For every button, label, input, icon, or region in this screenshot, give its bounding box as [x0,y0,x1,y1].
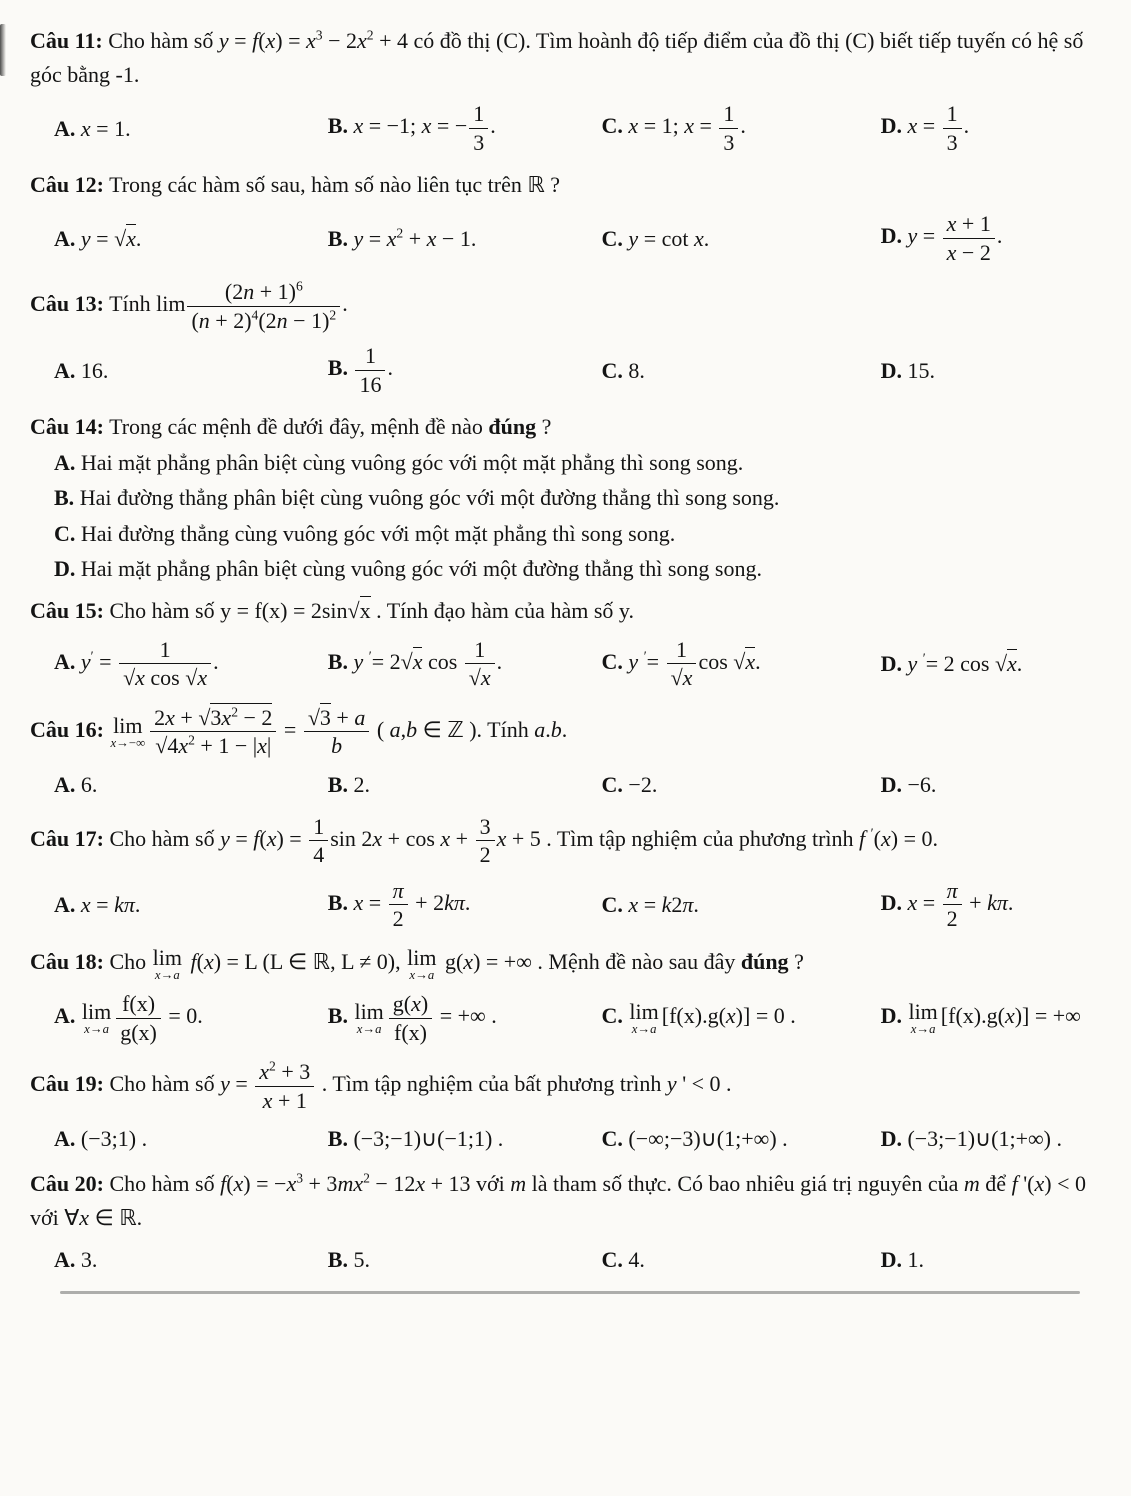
option-value: (−3;1) . [80,1126,148,1152]
option-key: C. [601,225,623,251]
question-19-option-a [54,1122,328,1155]
question-14-option-c [54,517,1107,551]
option-key: D. [880,651,902,677]
option-value: x = 1. [80,115,131,141]
question-18-option-b [328,990,602,1046]
question-12-option-a [54,222,328,255]
option-key: D. [880,113,902,139]
option-key: C. [601,113,623,139]
question-11-body: Cho hàm số $y = f(x) = x^3 - 2x^2 + 4$ có đồ thị (C). Tìm hoành độ tiếp điểm của đồ thị (C) biết tiếp tuyến có hệ số góc bằng -1. [30,27,1084,88]
option-value: lim x→a [f(x).g(x)] = +∞ [908,999,1081,1037]
question-18-option-d [881,999,1107,1036]
option-key: C. [601,1126,623,1152]
question-17-option-b [328,877,602,933]
option-value: Hai mặt phẳng phân biệt cùng vuông góc với một đường thẳng thì song song. [80,555,762,581]
question-20-body: Cho hàm số $f(x) = -x^3 + 3mx^2 - 12x + 13$ với m là tham số thực. Có bao nhiêu giá trị nguyên của m để f '(x) < 0 với ∀x ∈ ℝ. [30,1170,1086,1231]
option-key: A. [54,357,76,383]
question-15-option-c [602,636,881,692]
option-value: (−3;−1)∪(−1;1) . [353,1126,504,1152]
option-key: D. [880,889,902,915]
option-value: x = −1; x = − $\frac{1}{3}$ . [353,101,496,155]
question-19-options [30,1122,1107,1155]
option-key: B. [327,1126,348,1152]
question-17-body: Cho hàm số y = f(x) = $\frac{1}{4}$ sin 2x + cos x + $\frac{3}{2}$ x + 5 . Tìm tập nghiệm của phương trình f ′(x) = 0. [109,813,938,868]
option-key: D. [880,1003,902,1029]
option-value: Hai mặt phẳng phân biệt cùng vuông góc với một mặt phẳng thì song song. [80,450,744,476]
option-key: C. [601,771,623,797]
option-key: B. [327,355,348,381]
question-18-options [30,990,1107,1046]
option-value: x = $\frac{1}{3}$ . [907,101,970,155]
option-key: A. [54,450,76,476]
question-11-option-a [54,112,328,145]
option-key: C. [601,648,623,674]
option-key: A. [54,1003,76,1029]
option-key: D. [880,1247,902,1273]
question-14-option-d [54,552,1107,586]
question-11-option-d [881,100,1107,156]
question-11-label: Câu 11: [30,28,103,53]
option-value: Hai đường thẳng cùng vuông góc với một mặt phẳng thì song song. [80,520,676,546]
option-key: C. [601,357,623,383]
option-value: y ′= 2√x cos $\frac{1}{√x}$ . [353,636,503,691]
question-20-option-d [881,1243,1107,1276]
option-key: D. [880,223,902,249]
option-value: −2. [628,771,658,797]
option-value: (−3;−1)∪(1;+∞) . [907,1126,1062,1152]
question-13-option-c [602,354,881,387]
option-key: C. [601,1003,623,1029]
question-18-text [30,945,1107,982]
option-value: $y = x^2 + x - 1$. [353,225,477,251]
question-17-options [30,877,1107,933]
question-19-body: Cho hàm số y = $\frac{x^2 + 3}{x + 1}$ . Tìm tập nghiệm của bất phương trình y ' < 0 . [109,1058,732,1113]
question-13-body: Tính lim $\frac{(2n + 1)^6}{(n + 2)^4(2n - 1)^2}$ . [109,278,348,333]
option-key: A. [54,225,76,251]
option-key: B. [327,225,348,251]
question-13-option-b [328,342,602,398]
option-key: D. [880,357,902,383]
question-18-body: Cho lim x→a f(x) = L (L ∈ ℝ, L ≠ 0), lim x→a g(x) = +∞ . Mệnh đề nào sau đây đúng ? [109,944,804,982]
option-value: 15. [907,357,935,383]
scan-artifact-streak [60,1291,1080,1294]
option-value: x = k2π. [628,892,699,918]
option-key: C. [601,1247,623,1273]
question-16-text [30,704,1107,760]
question-20-option-b [328,1243,602,1276]
question-11 [30,24,1107,156]
option-value: y ′= 2 cos √x. [907,651,1023,677]
question-12-options [30,210,1107,266]
question-13-options [30,342,1107,398]
question-14-body: Trong các mệnh đề dưới đây, mệnh đề nào đúng ? [109,414,552,440]
question-16-option-a [54,768,328,801]
option-value: 1. [907,1247,924,1273]
option-value: −6. [907,771,937,797]
option-key: D. [880,1126,902,1152]
question-12-label: Câu 12: [30,172,104,198]
question-16-option-d [881,768,1107,801]
option-value: lim x→a [f(x).g(x)] = 0 . [629,999,796,1037]
option-key: D. [880,771,902,797]
option-value: 2. [353,771,370,797]
option-value: y = $\frac{x + 1}{x - 2}$ . [907,211,1003,265]
question-13 [30,278,1107,398]
question-14 [30,410,1107,585]
question-16-option-c [602,768,881,801]
question-12-option-c [602,222,881,255]
option-value: y = cot x. [628,225,710,251]
question-15-label: Câu 15: [30,597,104,623]
option-key: C. [54,520,76,546]
question-15-option-a [54,636,328,692]
question-19-option-c [602,1122,881,1155]
option-key: A. [54,1126,76,1152]
question-19-text [30,1058,1107,1114]
question-20-text [30,1167,1107,1235]
question-16-body: lim x→−∞ $\frac{2x + √3x^2 - 2}{√4x^2 + 1 - |x|}$ = $\frac{√3 + a}{b}$ ( a,b ∈ ℤ ). Tính a.b. [110,704,568,759]
question-11-text [30,24,1107,92]
question-20-option-c [602,1243,881,1276]
question-11-option-c [602,100,881,156]
option-key: A. [54,115,76,141]
question-19-label: Câu 19: [30,1071,104,1097]
question-17-option-c [602,888,881,921]
question-11-option-b [328,100,602,156]
option-value: Hai đường thẳng phân biệt cùng vuông góc với một đường thẳng thì song song. [79,485,780,511]
option-key: B. [327,1247,348,1273]
question-13-option-d [881,354,1107,387]
question-12-option-b [328,222,602,255]
option-value: (−∞;−3)∪(1;+∞) . [628,1126,788,1152]
question-18 [30,945,1107,1046]
option-value: $\frac{1}{16}$ . [353,355,393,380]
question-15 [30,594,1107,692]
option-value: lim x→a $\frac{g(x)}{f(x)}$ = +∞ . [354,991,497,1045]
question-12-option-d [881,210,1107,266]
option-value: 6. [80,771,98,797]
question-17-option-a [54,888,328,921]
question-20-label: Câu 20: [30,1171,104,1197]
option-key: B. [327,1003,348,1029]
option-value: 5. [353,1247,370,1273]
option-value: x = $\frac{\pi}{2}$ + 2kπ. [353,877,471,932]
option-value: 3. [80,1247,98,1273]
option-key: A. [54,1247,76,1273]
question-18-label: Câu 18: [30,948,104,974]
question-12-text [30,168,1107,202]
question-15-option-b [328,636,602,692]
option-value: y ′= $\frac{1}{√x}$ cos √x. [628,636,761,691]
option-value: x = kπ. [80,892,141,918]
option-key: A. [54,771,76,797]
option-value: 16. [80,357,109,383]
question-16-label: Câu 16: [30,716,104,742]
option-key: C. [601,892,623,918]
question-20-option-a [54,1243,328,1276]
question-20 [30,1167,1107,1276]
question-15-body: Cho hàm số y = f(x) = 2sin√x . Tính đạo hàm của hàm số y. [109,597,634,623]
option-value: y = √x. [80,225,142,251]
question-12-body: Trong các hàm số sau, hàm số nào liên tục trên ℝ ? [109,172,561,198]
question-14-label: Câu 14: [30,414,104,440]
option-key: B. [327,648,348,674]
question-20-options [30,1243,1107,1276]
question-19-option-b [328,1122,602,1155]
question-18-option-a [54,990,328,1046]
question-13-label: Câu 13: [30,291,104,317]
option-key: B. [54,485,75,511]
question-19-option-d [881,1122,1107,1155]
option-key: A. [54,892,76,918]
question-15-text [30,594,1107,628]
question-13-option-a [54,354,328,387]
question-16-option-b [328,768,602,801]
scan-artifact-smudge [0,24,6,76]
question-14-text [30,410,1107,444]
question-18-option-c [602,999,881,1036]
question-16 [30,704,1107,801]
question-11-options [30,100,1107,156]
option-key: B. [327,889,348,915]
question-13-text [30,278,1107,334]
question-16-options [30,768,1107,801]
option-key: B. [327,113,348,139]
question-19 [30,1058,1107,1155]
question-12 [30,168,1107,266]
question-14-options [30,446,1107,585]
question-15-option-d [881,647,1107,680]
option-key: D. [54,555,76,581]
question-17-option-d [881,877,1107,933]
question-17-text [30,813,1107,869]
question-14-option-a [54,446,1107,480]
question-14-option-b [54,481,1107,515]
question-17-label: Câu 17: [30,825,104,851]
question-17 [30,813,1107,933]
option-value: 4. [628,1247,645,1273]
option-key: B. [327,771,348,797]
option-value: lim x→a $\frac{f(x)}{g(x)}$ = 0. [81,991,203,1045]
option-value: y′ = $\frac{1}{\text{√x cos √x}}$ . [80,636,219,691]
option-key: A. [54,648,76,674]
option-value: x = 1; x = $\frac{1}{3}$ . [628,101,746,155]
option-value: x = $\frac{\pi}{2}$ + kπ. [907,877,1014,932]
question-15-options [30,636,1107,692]
option-value: 8. [628,357,645,383]
